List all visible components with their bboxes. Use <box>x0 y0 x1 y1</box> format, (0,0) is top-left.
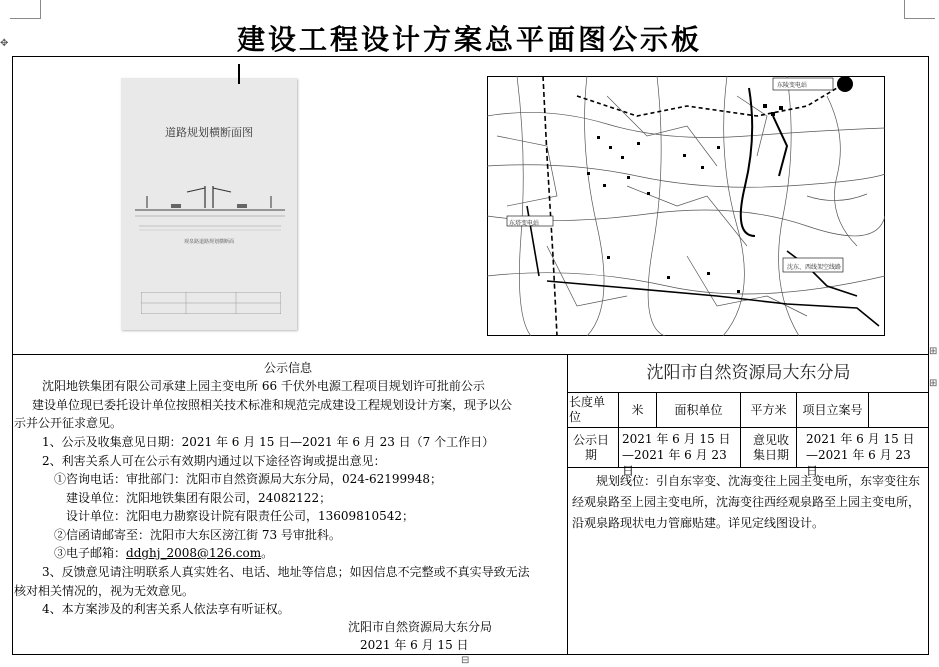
project-number-label: 项目立案号 <box>802 402 863 417</box>
road-doc-title: 道路规划横断面图 <box>165 126 253 139</box>
feedback-period-value: 2021 年 6 月 15 日—2021 年 6 月 23 日 <box>806 432 915 478</box>
notice-signature-date: 2021 年 6 月 15 日 <box>360 638 469 652</box>
notice-line-2: 建设单位现已委托设计单位按照相关技术标准和规范完成建设工程规划设计方案，现予以公 <box>32 398 513 412</box>
email-link[interactable]: ddghj_2008@126.com <box>126 546 262 560</box>
notice-period-label: 公示日期 <box>572 432 609 462</box>
notice-item-1: 1、公示及收集意见日期：2021 年 6 月 15 日—2021 年 6 月 23 日（7 个工作日） <box>42 435 495 449</box>
map-label-north-substation: 东陵变电站 <box>777 82 808 89</box>
length-unit-label: 长度单位 <box>569 395 606 424</box>
notice-item-3a: 3、反馈意见请注明联系人真实姓名、电话、地址等信息；如因信息不完整或不真实导致无法 <box>42 565 530 579</box>
crop-mark-top-left <box>10 0 41 19</box>
notice-item-4: 4、本方案涉及的利害关系人依法享有听证权。 <box>42 602 290 616</box>
move-handle-icon[interactable]: ✥ <box>0 38 9 49</box>
expand-icon[interactable]: ⊞ <box>929 346 938 357</box>
notice-mail-address: ②信函请邮寄至：沈阳市大东区滂江街 73 号审批科。 <box>54 528 341 542</box>
road-cross-section-document <box>121 78 297 330</box>
notice-item-2: 2、利害关系人可在公示有效期内通过以下途径咨询或提出意见： <box>42 454 386 468</box>
length-unit-value: 米 <box>631 402 644 417</box>
road-doc-caption: 观泉路道路规划横断面 <box>183 239 234 245</box>
map-drawing <box>487 76 885 336</box>
notice-consult: ①咨询电话：审批部门：沈阳市自然资源局大东分局，024-62199948； <box>54 472 443 486</box>
notice-heading: 公示信息 <box>264 361 313 375</box>
map-label-west-substation: 东塔变电站 <box>509 220 540 227</box>
page-title: 建设工程设计方案总平面图公示板 <box>236 23 702 56</box>
expand-icon-lower[interactable]: ⊞ <box>929 378 938 389</box>
notice-line-3: 示并公开征求意见。 <box>14 416 123 430</box>
notice-builder: 建设单位：沈阳地铁集团有限公司，24082122； <box>66 491 332 505</box>
notice-email-row <box>54 544 273 561</box>
bottom-handle-icon[interactable]: ⊟ <box>461 655 470 666</box>
crop-mark-top-right <box>904 0 935 19</box>
map-label-overhead-line: 沈东、西线架空线路 <box>787 264 842 271</box>
divider-horizontal <box>12 354 929 355</box>
divider-vertical <box>567 354 568 655</box>
feedback-period-label: 意见收集日期 <box>752 432 789 462</box>
email-end: 。 <box>261 546 274 560</box>
notice-period-value: 2021 年 6 月 15 日—2021 年 6 月 23 日 <box>622 432 731 478</box>
email-label: ③电子邮箱： <box>54 546 127 560</box>
route-description: 规划线位：引自东宰变、沈海变往上园主变电所，东宰变往东经观泉路至上园主变电所，沈海变往西经观泉路至上园主变电所，沿观泉路现状电力管廊贴建。详见定线图设计。 <box>572 474 921 530</box>
notice-signature-org: 沈阳市自然资源局大东分局 <box>348 620 493 634</box>
notice-item-3b: 核对相关情况的，视为无效意见。 <box>14 584 195 598</box>
area-unit-value: 平方米 <box>750 402 787 417</box>
road-doc-title-block <box>141 292 281 314</box>
site-plan-map <box>487 76 885 336</box>
notice-designer: 设计单位：沈阳电力勘察设计院有限责任公司，13609810542； <box>66 509 414 523</box>
cursor-marker <box>238 64 240 84</box>
area-unit-label: 面积单位 <box>674 402 723 417</box>
road-cross-section-drawing <box>135 178 285 238</box>
project-number-value <box>869 393 929 427</box>
notice-line-1: 沈阳地铁集团有限公司承建上园主变电所 66 千伏外电源工程项目规划许可批前公示 <box>42 379 485 393</box>
issuing-office: 沈阳市自然资源局大东分局 <box>646 363 851 383</box>
table-line-2 <box>567 427 929 428</box>
